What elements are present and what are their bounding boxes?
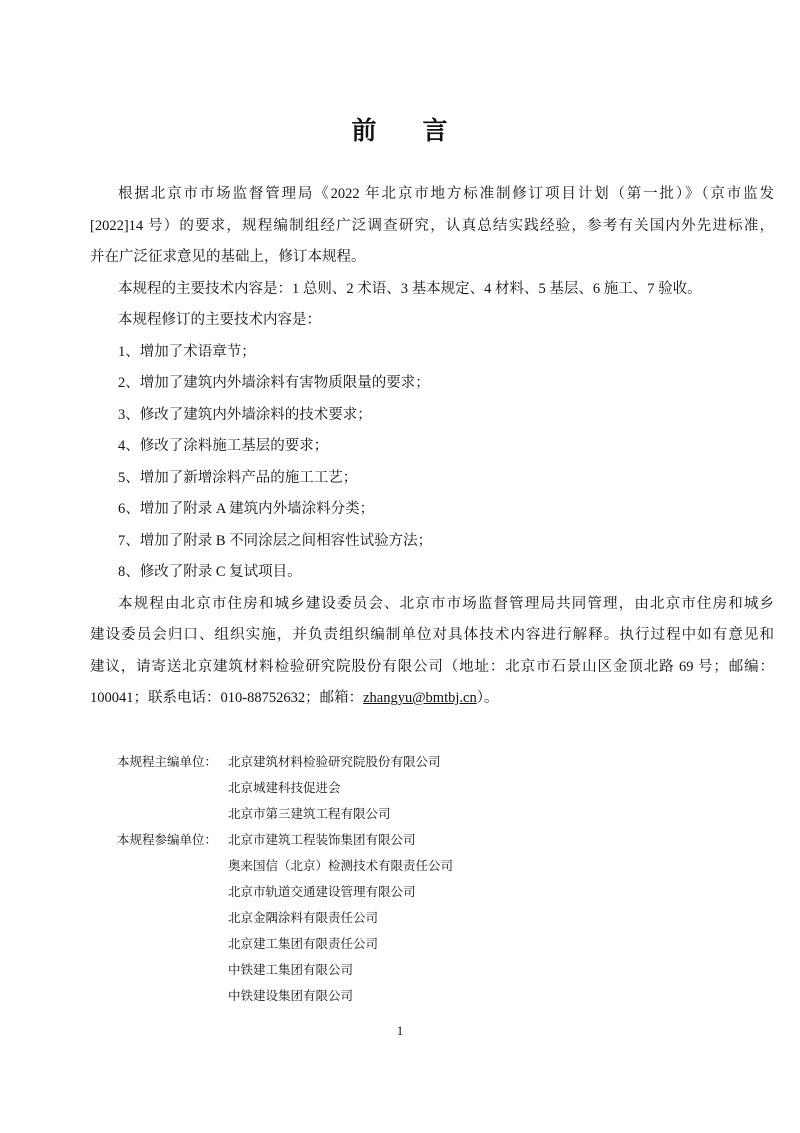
- colophon-company-name: 中铁建设集团有限公司: [228, 989, 354, 1003]
- colophon-row: [117, 879, 737, 905]
- colophon-role-label: [117, 853, 228, 879]
- body-line: 7、增加了附录 B 不同涂层之间相容性试验方法；: [118, 532, 433, 549]
- body-line-text: ）。: [476, 690, 499, 706]
- colophon-company-name: 北京金隅涂料有限责任公司: [228, 911, 379, 925]
- colophon-row: [117, 931, 737, 957]
- colophon-company-name: 中铁建工集团有限公司: [228, 963, 354, 977]
- colophon-company-name: 北京城建科技促进会: [228, 781, 341, 795]
- body-text: [90, 179, 774, 715]
- colophon-role-label: [117, 983, 228, 1009]
- colophon-row: [117, 905, 737, 931]
- body-line: [90, 683, 774, 715]
- body-line: 2、增加了建筑内外墙涂料有害物质限量的要求；: [118, 375, 430, 391]
- body-line: 3、修改了建筑内外墙涂料的技术要求；: [118, 406, 372, 423]
- colophon-role-label: [117, 879, 228, 905]
- colophon-role-label: [117, 931, 228, 957]
- colophon-role-label: [117, 957, 228, 983]
- colophon: [117, 749, 737, 1009]
- body-line: [2022]14 号）的要求，规程编制组经广泛调查研究，认真总结实践经验，参考有关国内外先进标准，: [90, 217, 774, 234]
- colophon-row: [117, 957, 737, 983]
- body-line: 8、修改了附录 C 复试项目。: [118, 564, 302, 580]
- body-line: 建设委员会归口、组织实施，并负责组织编制单位对具体技术内容进行解释。执行过程中如有意见和: [90, 627, 774, 643]
- page-title-char: 言: [422, 118, 449, 145]
- colophon-company-name: 北京市轨道交通建设管理有限公司: [228, 885, 416, 899]
- colophon-role-label: [117, 775, 228, 801]
- colophon-role-label: [117, 801, 228, 827]
- page-title: [0, 118, 800, 146]
- body-line: 本规程修订的主要技术内容是：: [118, 312, 321, 328]
- body-line: 5、增加了新增涂料产品的施工工艺；: [118, 469, 358, 486]
- colophon-role-label: 本规程参编单位：: [117, 833, 218, 847]
- colophon-company-name: 北京市第三建筑工程有限公司: [228, 807, 391, 821]
- body-line-text: 100041；联系电话：010-88752632；邮箱：: [90, 690, 364, 706]
- email-link[interactable]: zhangyu@bmtbj.cn: [363, 690, 477, 706]
- body-line: 本规程由北京市住房和城乡建设委员会、北京市市场监督管理局共同管理，由北京市住房和城乡: [118, 595, 774, 612]
- colophon-company-name: 北京建工集团有限责任公司: [228, 937, 379, 951]
- body-line: 根据北京市市场监督管理局《2022 年北京市地方标准制修订项目计划（第一批）》（京市监发: [118, 186, 774, 202]
- colophon-row: [117, 801, 737, 827]
- colophon-row: [117, 775, 737, 801]
- colophon-role-label: [117, 905, 228, 931]
- colophon-row: [117, 827, 737, 853]
- colophon-company-name: 北京建筑材料检验研究院股份有限公司: [228, 755, 441, 769]
- body-line: 本规程的主要技术内容是：1 总则、2 术语、3 基本规定、4 材料、5 基层、6 施工、7 验收。: [118, 280, 702, 297]
- colophon-company-name: 奥来国信（北京）检测技术有限责任公司: [228, 859, 454, 873]
- body-line: 并在广泛征求意见的基础上，修订本规程。: [90, 249, 366, 265]
- page-title-char: 前: [351, 118, 378, 145]
- colophon-row: [117, 983, 737, 1009]
- colophon-row: [117, 853, 737, 879]
- body-line: 1、增加了术语章节；: [118, 343, 256, 360]
- colophon-role-label: 本规程主编单位：: [117, 755, 218, 769]
- colophon-row: [117, 749, 737, 775]
- body-line: 建议，请寄送北京建筑材料检验研究院股份有限公司（地址：北京市石景山区金顶北路 69 号；邮编：: [90, 658, 774, 675]
- page-number: 1: [396, 1023, 404, 1038]
- body-line: 6、增加了附录 A 建筑内外墙涂料分类；: [118, 501, 375, 517]
- body-line: 4、修改了涂料施工基层的要求；: [118, 438, 329, 454]
- colophon-company-name: 北京市建筑工程装饰集团有限公司: [228, 833, 416, 847]
